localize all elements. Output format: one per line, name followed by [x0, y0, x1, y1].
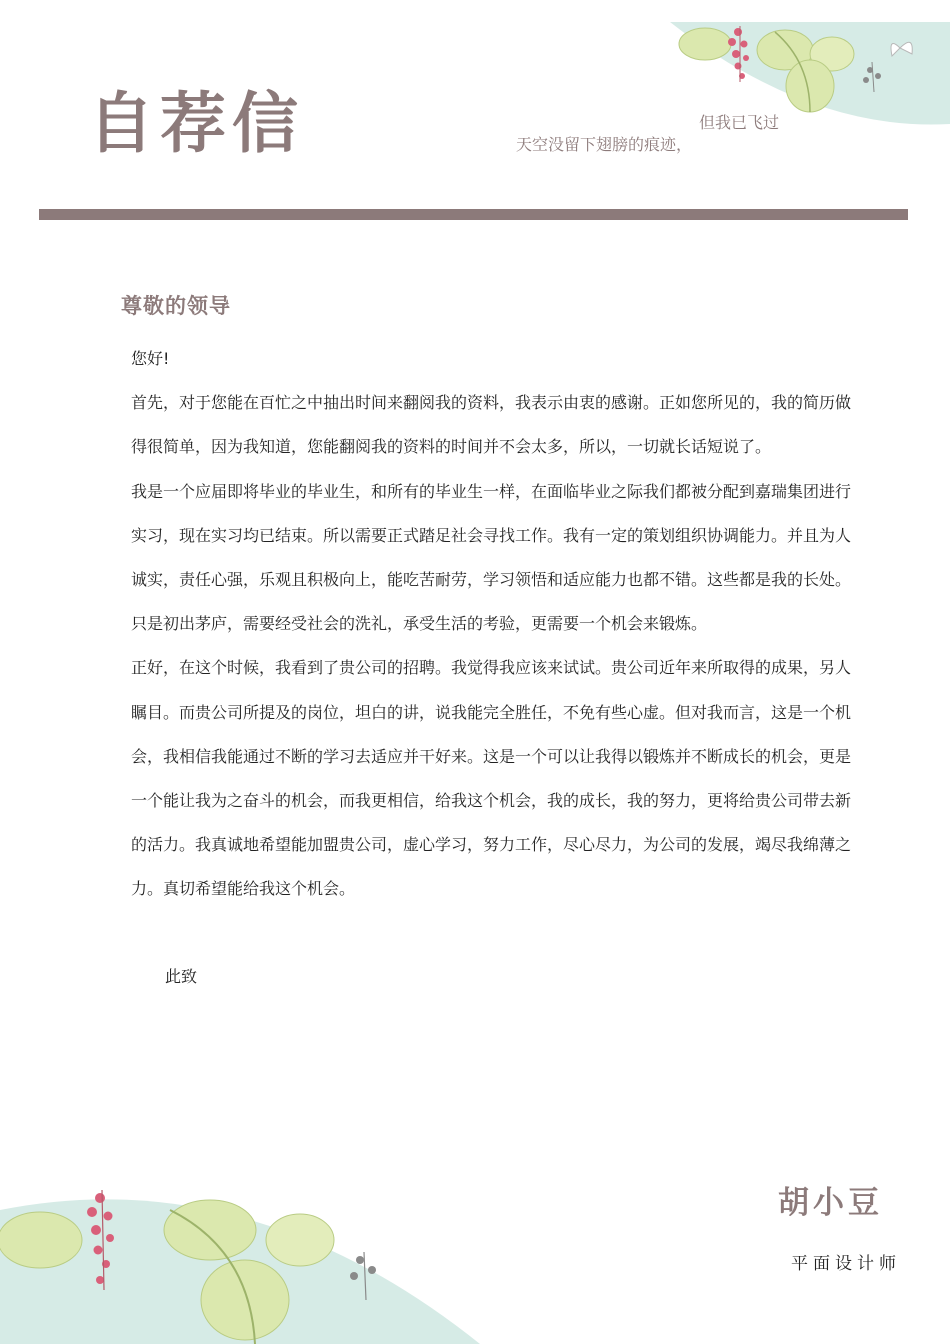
signature-position: 平面设计师 — [791, 1254, 901, 1274]
salutation: 尊敬的领导 — [121, 294, 231, 318]
paragraph: 我是一个应届即将毕业的毕业生，和所有的毕业生一样，在面临毕业之际我们都被分配到嘉瑞集团进行实习，现在实习均已结束。所以需要正式踏足社会寻找工作。我有一定的策划组织协调能力。并且为人诚实，责任心强，乐观且积极向上，能吃苦耐劳，学习领悟和适应能力也都不错。这些都是我的长处。只是初出茅庐，需要经受社会的洗礼，承受生活的考验，更需要一个机会来锻炼。 — [131, 481, 852, 634]
tagline-line-1: 但我已飞过 — [699, 113, 780, 132]
signature-name: 胡小豆 — [778, 1185, 883, 1221]
greeting: 您好! — [131, 349, 170, 368]
tagline-line-2: 天空没留下翅膀的痕迹， — [516, 135, 693, 154]
floral-decoration-bottom — [0, 1180, 500, 1344]
page-title: 自荐信 — [88, 85, 304, 162]
header-divider — [39, 209, 908, 220]
paragraph: 正好，在这个时候，我看到了贵公司的招聘。我觉得我应该来试试。贵公司近年来所取得的成果，另人瞩目。而贵公司所提及的岗位，坦白的讲，说我能完全胜任，不免有些心虚。但对我而言，这是一个机会，我相信我能通过不断的学习去适应并干好来。这是一个可以让我得以锻炼并不断成长的机会，更是一个能让我为之奋斗的机会，而我更相信，给我这个机会，我的成长，我的努力，更将给贵公司带去新的活力。我真诚地希望能加盟贵公司，虚心学习，努力工作，尽心尽力，为公司的发展，竭尽我绵薄之力。真切希望能给我这个机会。 — [131, 658, 852, 899]
letter-body — [131, 337, 861, 912]
closing: 此致 — [165, 967, 198, 986]
paragraph: 首先，对于您能在百忙之中抽出时间来翻阅我的资料，我表示由衷的感谢。正如您所见的，我的简历做得很简单，因为我知道，您能翻阅我的资料的时间并不会太多，所以，一切就长话短说了。 — [131, 393, 852, 457]
